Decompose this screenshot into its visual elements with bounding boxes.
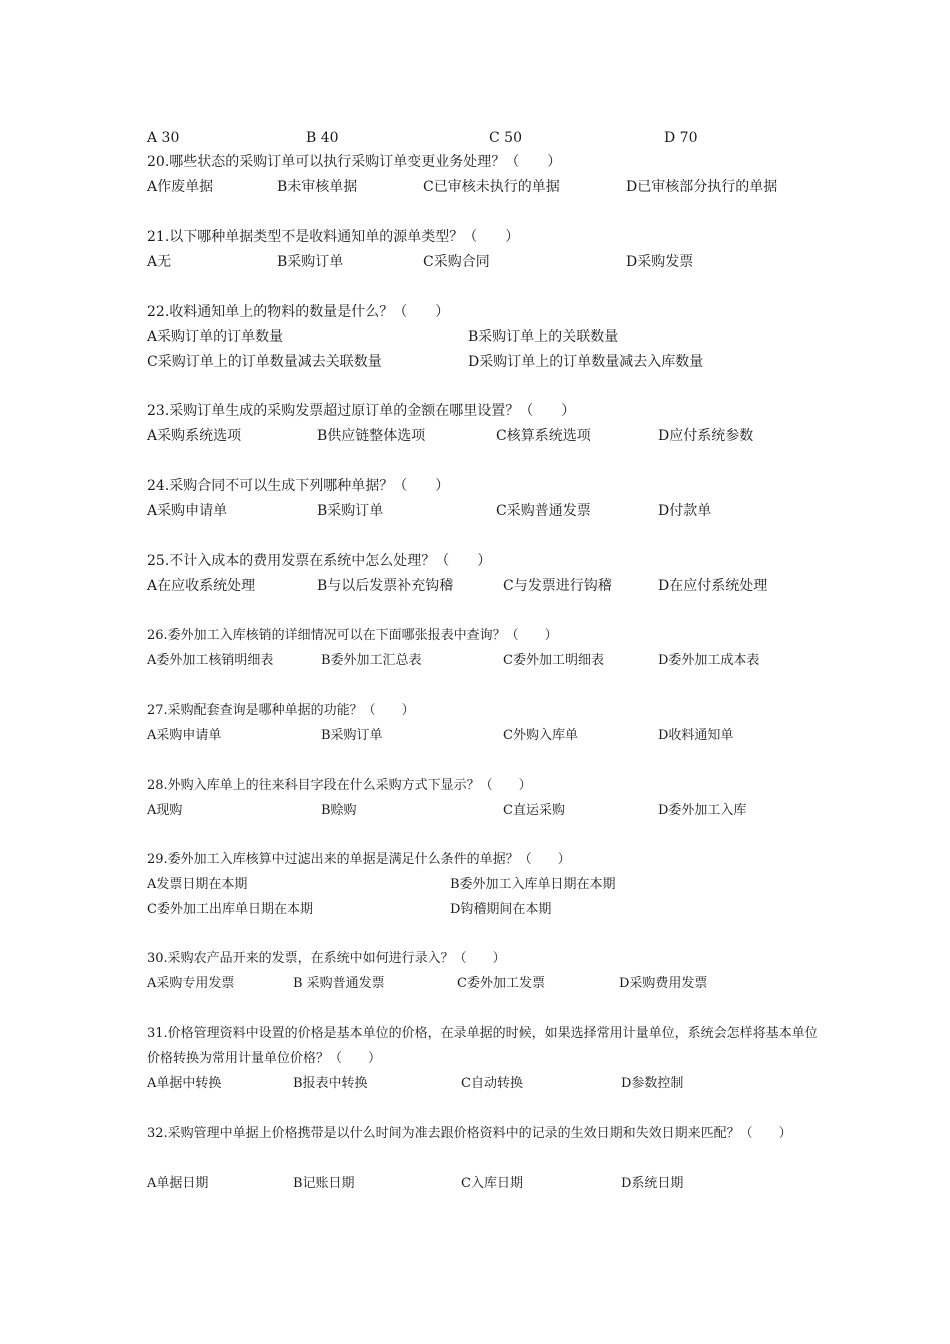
option-b: B报表中转换 xyxy=(293,1076,368,1091)
option-b: B未审核单据 xyxy=(277,179,358,195)
question-20: 20.哪些状态的采购订单可以执行采购订单变更业务处理？（ ） xyxy=(147,154,562,170)
option-a: A采购订单的订单数量 xyxy=(147,329,284,345)
option-c: C委外加工发票 xyxy=(457,976,545,991)
question-27-options xyxy=(147,723,827,748)
question-24: 24.采购合同不可以生成下列哪种单据？（ ） xyxy=(147,478,450,494)
option-c: C已审核未执行的单据 xyxy=(423,179,560,195)
option-b: B采购订单 xyxy=(317,503,384,519)
option-a: A委外加工核销明细表 xyxy=(147,653,274,668)
question-23: 23.采购订单生成的采购发票超过原订单的金额在哪里设置？（ ） xyxy=(147,403,576,419)
question-25-options xyxy=(147,574,827,599)
option-d: D采购发票 xyxy=(626,254,694,270)
option-a: A现购 xyxy=(147,803,183,818)
option-d: D采购费用发票 xyxy=(619,976,708,991)
option-b: B 采购普通发票 xyxy=(293,976,385,991)
prev-question-options xyxy=(147,126,827,151)
question-32: 32.采购管理中单据上价格携带是以什么时间为准去跟价格资料中的记录的生效日期和失效日期来匹配？（ ） xyxy=(147,1126,792,1141)
question-21-options xyxy=(147,250,827,275)
option-b: B采购订单 xyxy=(321,728,383,743)
option-c: C委外加工明细表 xyxy=(503,653,604,668)
question-22: 22.收料通知单上的物料的数量是什么？（ ） xyxy=(147,304,450,320)
option-d: D付款单 xyxy=(658,503,712,519)
option-c: C入库日期 xyxy=(461,1176,523,1191)
option-b: B供应链整体选项 xyxy=(317,428,426,444)
option-d: D参数控制 xyxy=(621,1076,684,1091)
option-a: A在应收系统处理 xyxy=(147,578,256,594)
option-c: C与发票进行钩稽 xyxy=(503,578,612,594)
option-a: A发票日期在本期 xyxy=(147,877,248,892)
option-a: A 30 xyxy=(147,130,180,146)
option-c: C委外加工出库单日期在本期 xyxy=(147,902,313,917)
option-c: C采购合同 xyxy=(423,254,490,270)
question-31: 31.价格管理资料中设置的价格是基本单位的价格，在录单据的时候，如果选择常用计量单位，系统会怎样将基本单位价格转换为常用计量单位价格？（ ） xyxy=(147,1026,818,1066)
option-d: D应付系统参数 xyxy=(658,428,754,444)
option-a: A采购申请单 xyxy=(147,503,228,519)
option-b: B采购订单上的关联数量 xyxy=(468,329,619,345)
option-d: D钩稽期间在本期 xyxy=(450,902,552,917)
question-28: 28.外购入库单上的往来科目字段在什么采购方式下显示？（ ） xyxy=(147,778,532,793)
option-b: B委外加工汇总表 xyxy=(321,653,422,668)
question-29: 29.委外加工入库核算中过滤出来的单据是满足什么条件的单据？（ ） xyxy=(147,852,571,867)
option-a: A单据日期 xyxy=(147,1176,209,1191)
question-30: 30.采购农产品开来的发票，在系统中如何进行录入？（ ） xyxy=(147,951,506,966)
option-a: A采购系统选项 xyxy=(147,428,242,444)
question-30-options xyxy=(147,971,827,996)
question-26: 26.委外加工入库核销的详细情况可以在下面哪张报表中查询？（ ） xyxy=(147,628,558,643)
option-d: D在应付系统处理 xyxy=(658,578,768,594)
option-a: A采购申请单 xyxy=(147,728,222,743)
option-d: D委外加工成本表 xyxy=(658,653,760,668)
option-b: B赊购 xyxy=(321,803,357,818)
question-32-options xyxy=(147,1171,827,1196)
option-b: B记账日期 xyxy=(293,1176,355,1191)
question-20-options xyxy=(147,175,827,200)
question-26-options xyxy=(147,648,827,673)
option-a: A无 xyxy=(147,254,172,270)
option-a: A单据中转换 xyxy=(147,1076,222,1091)
question-25: 25.不计入成本的费用发票在系统中怎么处理？（ ） xyxy=(147,553,492,569)
question-27: 27.采购配套查询是哪种单据的功能？（ ） xyxy=(147,703,415,718)
option-b: B采购订单 xyxy=(277,254,344,270)
option-d: D系统日期 xyxy=(621,1176,684,1191)
option-b: B委外加工入库单日期在本期 xyxy=(450,877,616,892)
option-d: D收料通知单 xyxy=(658,728,734,743)
option-d: D已审核部分执行的单据 xyxy=(626,179,778,195)
option-c: C 50 xyxy=(489,130,522,146)
question-31-options xyxy=(147,1071,827,1096)
option-b: B与以后发票补充钩稽 xyxy=(317,578,454,594)
option-d: D采购订单上的订单数量减去入库数量 xyxy=(468,354,704,370)
option-a: A采购专用发票 xyxy=(147,976,235,991)
question-24-options xyxy=(147,499,827,524)
option-b: B 40 xyxy=(306,130,339,146)
option-c: C核算系统选项 xyxy=(496,428,591,444)
option-c: C自动转换 xyxy=(461,1076,523,1091)
option-c: C采购普通发票 xyxy=(496,503,591,519)
option-d: D委外加工入库 xyxy=(658,803,747,818)
option-c: C直运采购 xyxy=(503,803,565,818)
question-28-options xyxy=(147,798,827,823)
option-d: D 70 xyxy=(664,130,698,146)
question-29-options xyxy=(147,872,827,922)
option-c: C外购入库单 xyxy=(503,728,578,743)
question-21: 21.以下哪种单据类型不是收料通知单的源单类型？（ ） xyxy=(147,229,520,245)
option-a: A作废单据 xyxy=(147,179,214,195)
option-c: C采购订单上的订单数量减去关联数量 xyxy=(147,354,382,370)
question-23-options xyxy=(147,424,827,449)
question-22-options xyxy=(147,325,827,375)
